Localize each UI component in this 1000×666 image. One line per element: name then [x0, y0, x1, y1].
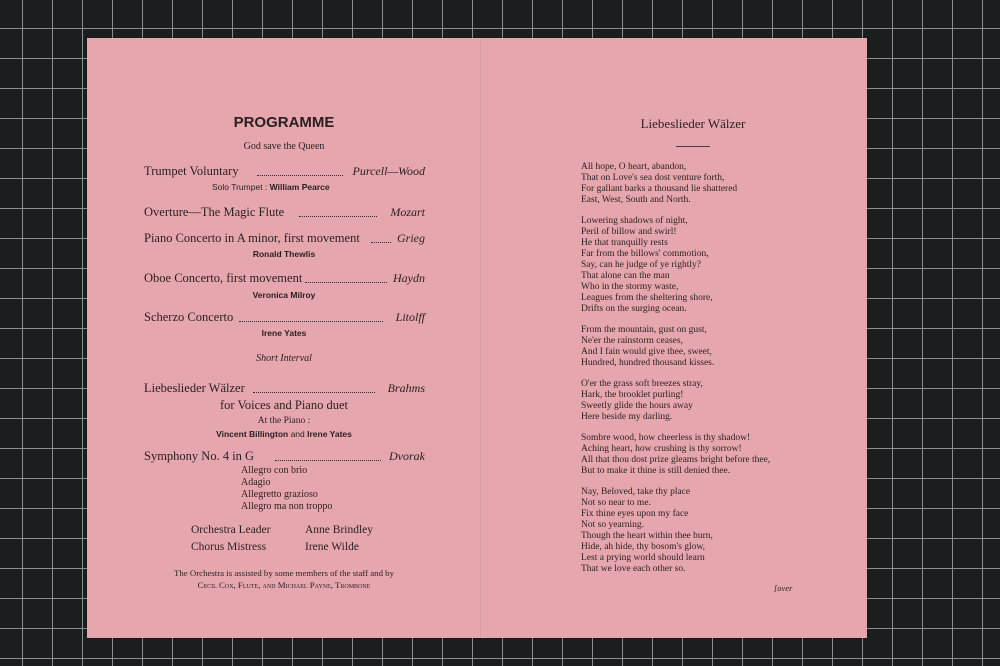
poem-line: Sombre wood, how cheerless is thy shadow!	[581, 433, 751, 443]
soloist-name: Irene Yates	[261, 328, 307, 338]
movement: Allegro ma non troppo	[241, 501, 333, 512]
poem-line: Leagues from the sheltering shore,	[581, 293, 713, 303]
poem-line: From the mountain, gust on gust,	[581, 325, 707, 335]
item-composer: Haydn	[393, 271, 425, 285]
item-composer: Purcell—Wood	[352, 164, 425, 178]
and-text: and	[290, 429, 305, 439]
pianist-name: Vincent Billington	[216, 429, 289, 439]
programme-sheet	[87, 38, 867, 638]
footnote: Cecil Cox, Flute, and Michael Payne, Trombone	[197, 580, 371, 590]
poem-line: That on Love's sea dost venture forth,	[581, 173, 725, 183]
item-composer: Mozart	[390, 205, 425, 219]
item-title: Oboe Concerto, first movement	[144, 271, 303, 285]
poem-line: And I fain would give thee, sweet,	[581, 347, 712, 357]
poem-line: For gallant barks a thousand lie shattered	[581, 184, 738, 194]
footnote: The Orchestra is assisted by some members of the staff and by	[174, 568, 394, 578]
page-fold	[480, 38, 482, 638]
item-title: Scherzo Concerto	[144, 310, 234, 324]
dot-leader	[239, 321, 383, 322]
dot-leader	[371, 242, 391, 243]
poem-line: Here beside my darling.	[581, 412, 673, 422]
poem-line: Say, can he judge of ye rightly?	[581, 260, 701, 270]
poem-line: Lest a prying world should learn	[581, 553, 705, 563]
poem-line: Lowering shadows of night,	[581, 216, 688, 226]
poem-line: Peril of billow and swirl!	[581, 227, 677, 237]
poem-line: Sweetly glide the hours away	[581, 401, 693, 411]
interval: Short Interval	[256, 353, 312, 364]
dot-leader	[299, 216, 377, 217]
poem-line: That we love each other so.	[581, 564, 686, 574]
poem-line: O'er the grass soft breezes stray,	[581, 379, 703, 389]
item-title: Overture—The Magic Flute	[144, 205, 285, 219]
item-title: Piano Concerto in A minor, first movement	[144, 231, 360, 245]
title-rule	[676, 146, 710, 147]
poem-line: Drifts on the surging ocean.	[581, 304, 687, 314]
movement: Adagio	[241, 477, 271, 488]
poem-line: Ne'er the rainstorm ceases,	[581, 336, 683, 346]
credit-role: Orchestra Leader	[191, 524, 271, 536]
dot-leader	[253, 392, 375, 393]
poem-line: Hide, ah hide, thy bosom's glow,	[581, 542, 706, 552]
credit-role: Chorus Mistress	[191, 541, 267, 553]
poem-line: Not so near to me.	[581, 498, 651, 508]
soloist-name: William Pearce	[269, 182, 330, 192]
poem-line: Hundred, hundred thousand kisses.	[581, 358, 715, 368]
poem-line: East, West, South and North.	[581, 195, 691, 205]
poem-line: He that tranquilly rests	[581, 238, 668, 248]
poem-line: Not so yearning.	[581, 520, 645, 530]
dot-leader	[257, 175, 343, 176]
poem-line: Though the heart within thee burn,	[581, 531, 713, 541]
poem-line: Hark, the brooklet purling!	[581, 390, 684, 400]
poem-line: Aching heart, how crushing is thy sorrow!	[581, 444, 742, 454]
poem-line: All hope, O heart, abandon,	[581, 162, 687, 172]
item-composer: Litolff	[395, 310, 425, 324]
programme-title: PROGRAMME	[233, 114, 335, 131]
poem-title: Liebeslieder Wälzer	[640, 116, 746, 131]
item-composer: Dvorak	[389, 449, 425, 463]
soloist-name: Ronald Thewlis	[252, 249, 316, 259]
dot-leader	[305, 282, 387, 283]
piano-label: At the Piano :	[257, 416, 311, 426]
credit-name: Anne Brindley	[305, 524, 374, 536]
dot-leader	[275, 460, 381, 461]
pianist-name: Irene Yates	[307, 429, 352, 439]
poem-line: Far from the billows' commotion,	[581, 249, 709, 259]
pianists	[216, 429, 352, 439]
soloist-name: Veronica Milroy	[252, 290, 316, 300]
over-marker: [over	[774, 583, 793, 593]
item-composer: Brahms	[387, 381, 425, 395]
poem-line: Fix thine eyes upon my face	[581, 509, 689, 519]
poem-line: Nay, Beloved, take thy place	[581, 487, 691, 497]
item-title: Symphony No. 4 in G	[144, 449, 255, 463]
poem-line: Who in the stormy waste,	[581, 282, 679, 292]
poem-line: That alone can the man	[581, 271, 670, 281]
poem-line: But to make it thine is still denied thee.	[581, 466, 731, 476]
item-title: Liebeslieder Wälzer	[144, 381, 245, 395]
brahms-subtitle: for Voices and Piano duet	[220, 398, 348, 412]
item-composer: Grieg	[397, 231, 425, 245]
soloist-label: Solo Trumpet :	[212, 182, 268, 192]
anthem: God save the Queen	[243, 141, 325, 152]
movement: Allegro con brio	[241, 465, 308, 476]
poem-line: All that thou dost prize gleams bright before thee,	[581, 455, 771, 465]
movement: Allegretto grazioso	[241, 489, 318, 500]
item-title: Trumpet Voluntary	[144, 164, 239, 178]
credit-name: Irene Wilde	[305, 541, 359, 553]
